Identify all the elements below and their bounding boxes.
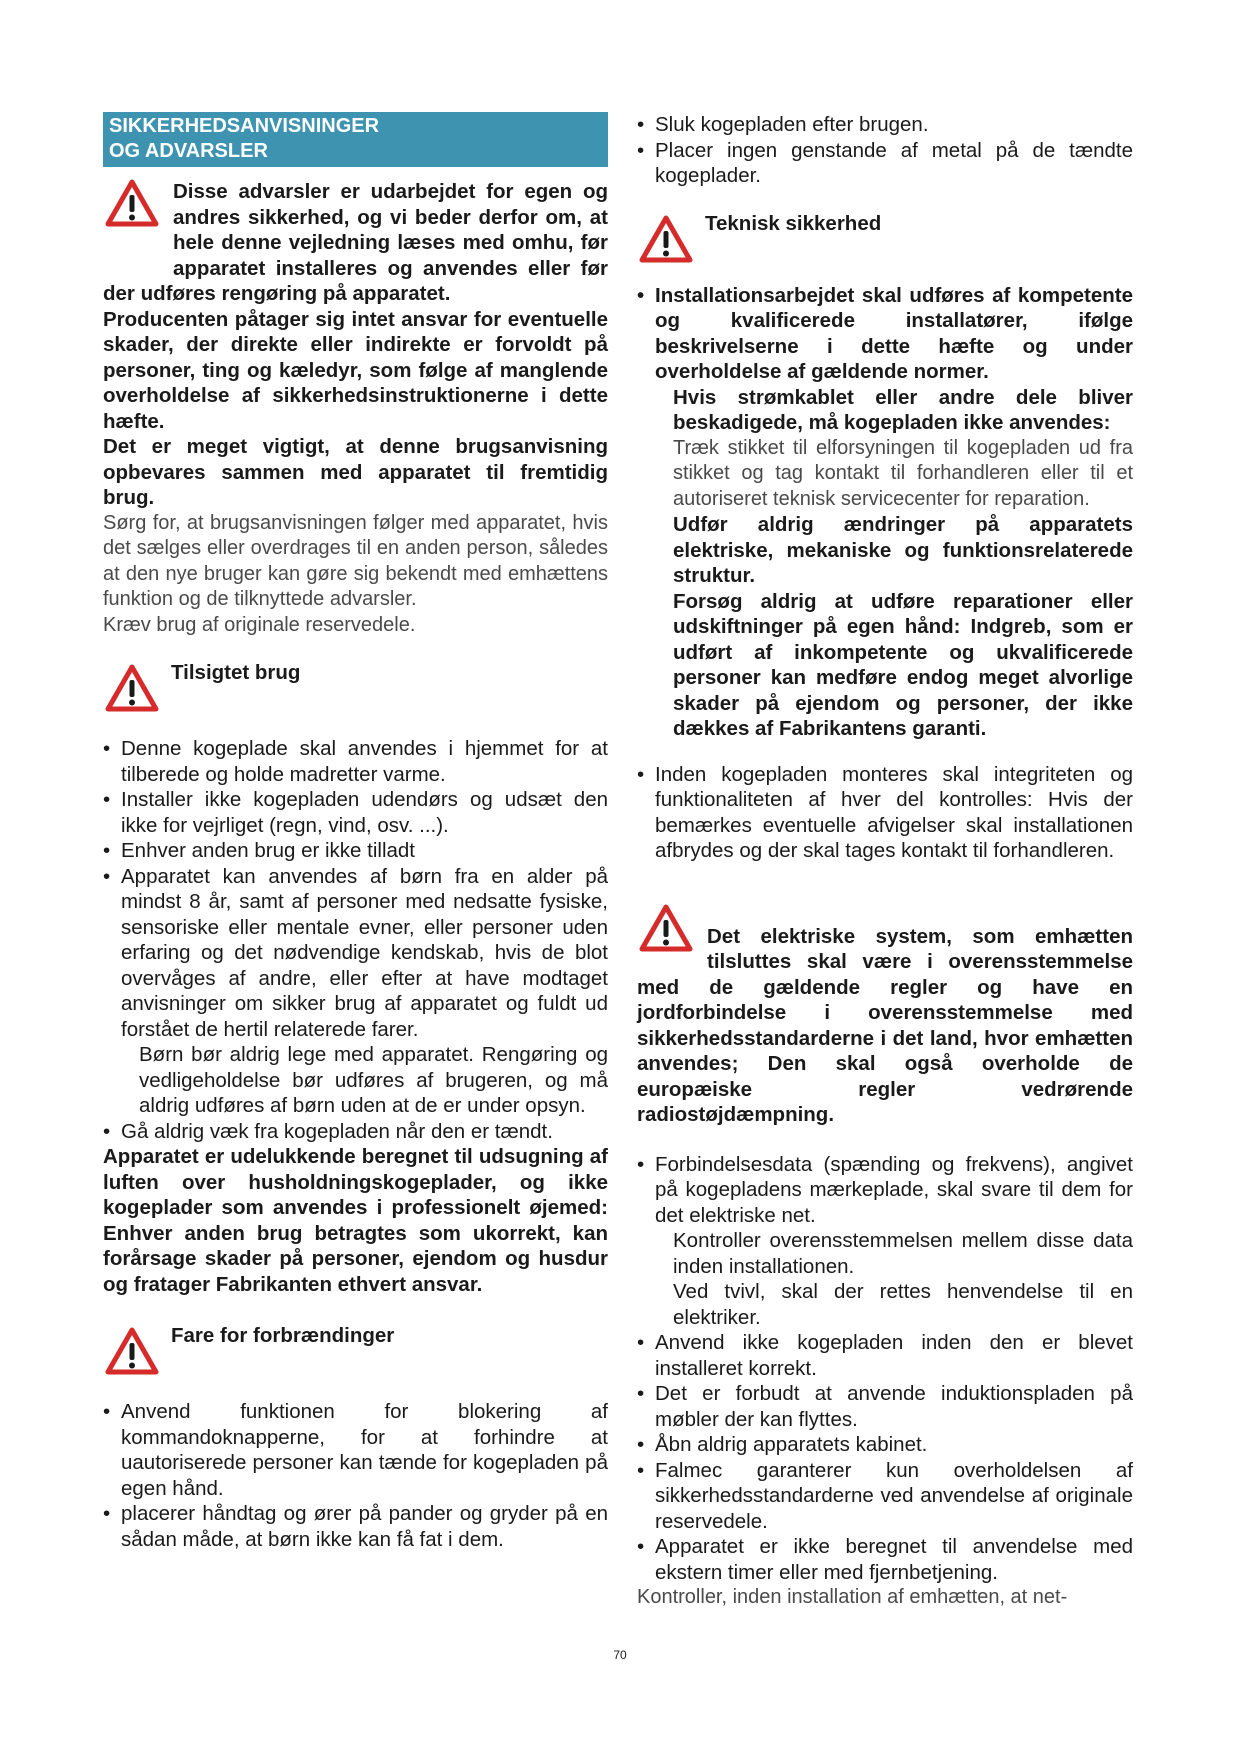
warning-icon	[105, 1327, 159, 1375]
list-item: • Falmec garanterer kun overholdelsen af sikkerhedsstandarderne ved anvendelse af originale reservedele.	[637, 1458, 1133, 1535]
damaged-bold: Hvis strømkablet eller andre dele bliver beskadigede, må kogepladen ikke anvendes:	[673, 385, 1133, 434]
list-item: • Apparatet er ikke beregnet til anvendelse med ekstern timer eller med fjernbetjening.	[637, 1534, 1133, 1585]
intro-bold-1: Disse advarsler er udarbejdet for egen og andres sikkerhed, og vi beder derfor om, at hele denne vejledning læses med omhu, før apparatet installeres og anvendes eller før der udføres rengøring på apparatet.	[103, 180, 608, 305]
list-item: • Sluk kogepladen efter brugen.	[637, 112, 1133, 138]
list-item: • placerer håndtag og ører på pander og gryder på en sådan måde, at børn ikke kan få fat i dem.	[103, 1501, 608, 1552]
list-item: • Forbindelsesdata (spænding og frekvens), angivet på kogepladens mærkeplade, skal svare til dem for det elektriske net.	[637, 1152, 1133, 1229]
section-header-line2: OG ADVARSLER	[109, 140, 268, 162]
technical-title: Teknisk sikkerhed	[705, 211, 882, 235]
intended-use-list	[103, 736, 608, 1042]
list-item: • Inden kogepladen monteres skal integriteten og funktionaliteten af hver del kontrolles: Hvis der bemærkes eventuelle afvigelser skal installationen afbrydes og der skal tages kontakt til forhandleren.	[637, 762, 1133, 864]
list-item: • Anvend ikke kogepladen inden den er blevet installeret korrekt.	[637, 1330, 1133, 1381]
intro-light: Sørg for, at brugsanvisningen følger med apparatet, hvis det sælges eller overdrages til en anden person, således at den nye bruger kan gøre sig bekendt med emhættens funktion og de tilknyttede advarsler.	[103, 511, 608, 610]
right-top-list	[637, 112, 1133, 189]
intro-warning	[103, 179, 608, 307]
electrical-warning-text: Det elektriske system, som emhætten tilsluttes skal være i overensstemmelse med de gældende regler og have en jordforbindelse i overensstemmelse med sikkerhedsstandarderne i det land, hvor emhætten anvendes; Den skal også overholde de europæiske regler vedrørende radiostøjdæmpning.	[637, 924, 1133, 1126]
list-item: • Denne kogeplade skal anvendes i hjemmet for at tilberede og holde madretter varme.	[103, 736, 608, 787]
list-item: • Anvend funktionen for blokering af kommandoknapperne, for at forhindre at uautoriserede personer kan tænde for kogepladen på egen hånd.	[103, 1399, 608, 1501]
intended-use-heading	[103, 658, 608, 716]
intro-bold-2: Producenten påtager sig intet ansvar for eventuelle skader, der direkte eller indirekte er forvoldt på personer, ting og kæledyr, som følge af manglende overholdelse af sikkerhedsinstruktionerne i dette hæfte.	[103, 307, 608, 433]
intended-use-bold-note: Apparatet er udelukkende beregnet til udsugning af luften over husholdningskogeplader, og ikke kogeplader som anvendes i professionelt øjemed: Enhver anden brug betragtes som ukorrekt, kan forårsage skader på personer, ejendom og husdur og fratager Fabrikanten ethvert ansvar.	[103, 1145, 608, 1296]
technical-list	[637, 283, 1133, 385]
damaged-light: Træk stikket til elforsyningen til kogepladen ud fra stikket og tag kontakt til forhandleren eller til et autoriseret teknisk servicecenter for reparation.	[673, 436, 1133, 510]
technical-details	[637, 385, 1133, 742]
warning-icon	[639, 215, 693, 263]
section-header-line1: SIKKERHEDSANVISNINGER	[109, 115, 380, 137]
list-item: • Installationsarbejdet skal udføres af kompetente og kvalificerede installatører, ifølge beskrivelserne i dette hæfte og under overholdelse af gældende normer.	[637, 283, 1133, 385]
no-changes: Udfør aldrig ændringer på apparatets elektriske, mekaniske og funktionsrelaterede struktur.	[673, 513, 1133, 587]
children-note: Børn bør aldrig lege med apparatet. Rengøring og vedligeholdelse bør udføres af brugeren, og må aldrig udføres af børn uden at de er under opsyn.	[139, 1043, 608, 1117]
list-item: • Apparatet kan anvendes af børn fra en alder på mindst 8 år, samt af personer med nedsatte fysiske, sensoriske eller mentale evner, eller personer uden erfaring og det nødvendige kendskab, hvis de blot overvåges af andre, eller efter at have modtaget anvisninger om sikker brug af apparatet og fuldt ud forstået de hertil relaterede farer.	[103, 864, 608, 1043]
burns-list	[103, 1399, 608, 1552]
electrical-warning	[637, 904, 1133, 1128]
electrical-check: Kontroller overensstemmelsen mellem disse data inden installationen.	[673, 1229, 1133, 1278]
left-column	[103, 112, 608, 1552]
burns-title: Fare for forbrændinger	[171, 1324, 395, 1347]
technical-heading	[637, 209, 1133, 267]
warning-icon	[105, 179, 159, 227]
list-item: • Det er forbudt at anvende induktionspladen på møbler der kan flyttes.	[637, 1381, 1133, 1432]
warning-icon	[105, 664, 159, 712]
electrical-doubt: Ved tvivl, skal der rettes henvendelse til en elektriker.	[673, 1280, 1133, 1329]
page-number: 70	[613, 1648, 627, 1662]
no-repairs: Forsøg aldrig at udføre reparationer eller udskiftninger på egen hånd: Indgreb, som er udført af inkompetente og ukvalificerede personer kan medføre endog meget alvorlige skader på ejendom og personer, der ikke dækkes af Fabrikantens garanti.	[673, 589, 1133, 740]
burns-heading	[103, 1321, 608, 1379]
list-item: • Placer ingen genstande af metal på de tændte kogeplader.	[637, 138, 1133, 189]
warning-icon	[639, 904, 693, 952]
intro-bold-3: Det er meget vigtigt, at denne brugsanvisning opbevares sammen med apparatet til fremtidig brug.	[103, 435, 608, 509]
electrical-last-line: Kontroller, inden installation af emhætten, at net-	[637, 1586, 1068, 1608]
section-header	[103, 112, 608, 167]
electrical-list	[637, 1152, 1133, 1229]
list-item: • Åbn aldrig apparatets kabinet.	[637, 1432, 1133, 1458]
list-item: • Gå aldrig væk fra kogepladen når den er tændt.	[103, 1119, 608, 1145]
right-column	[637, 112, 1133, 1611]
list-item: • Enhver anden brug er ikke tilladt	[103, 838, 608, 864]
intended-use-title: Tilsigtet brug	[171, 661, 301, 684]
list-item: • Installer ikke kogepladen udendørs og udsæt den ikke for vejrliget (regn, vind, osv. ...).	[103, 787, 608, 838]
intro-light-2: Kræv brug af originale reservedele.	[103, 613, 416, 636]
